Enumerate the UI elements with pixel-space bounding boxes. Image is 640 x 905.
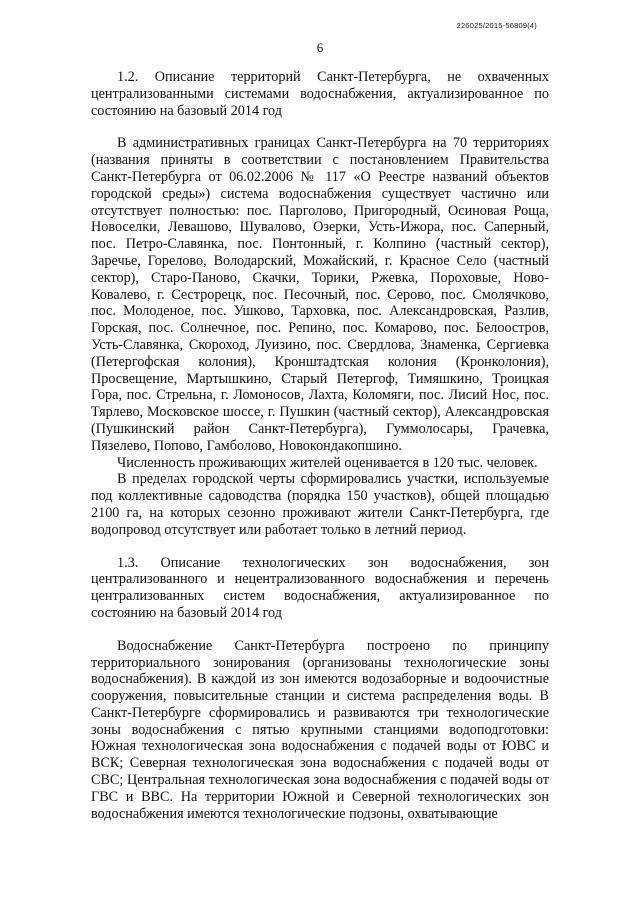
document-id: 226025/2015-56809(4): [456, 21, 537, 30]
paragraph-territories: В административных границах Санкт-Петербурга на 70 территориях (названия приняты в соответствии с постановлением Правительства Санкт-Петербурга от 06.02.2006 № 117 «О Реестре названий объектов городской среды») система водоснабжения существует частично или отсутствует полностью: пос. Парголово, Пригородный, Осиновая Роща, Новоселки, Левашово, Шувалово, Озерки, Усть-Ижора, пос. Саперный, пос. Петро-Славянка, пос. Понтонный, г. Колпино (частный сектор), Заречье, Горелово, Володарский, Можайский, г. Красное Село (частный сектор), Старо-Паново, Скачки, Торики, Ржевка, Пороховые, Ново-Ковалево, г. Сестрорецк, пос. Песочный, пос. Серово, пос. Смолячково, пос. Молоденое, пос. Ушково, Тарховка, пос. Александровская, Разлив, Горская, пос. Солнечное, пос. Репино, пос. Комарово, пос. Белоостров, Усть-Славянка, Скороход, Луизино, пос. Свердлова, Знаменка, Сергиевка (Петергофская колония), Кронштадтская колония (Кронколония), Просвещение, Мартышкино, Старый Петергоф, Тимяшкино, Троицкая Гора, пос. Стрельна, г. Ломоносов, Лахта, Коломяги, пос. Лисий Нос, пос. Тярлево, Московское шоссе, г. Пушкин (частный сектор), Александровская (Пушкинский район Санкт-Петербурга), Гуммолосары, Грачевка, Пязелево, Попово, Гамболово, Новокондакопшино.: [91, 135, 549, 454]
section-1-2-heading: 1.2. Описание территорий Санкт-Петербурга, не охваченных централизованными системами водоснабжения, актуализированное по состоянию на базовый 2014 год: [91, 69, 549, 119]
paragraph-water-supply-zones: Водоснабжение Санкт-Петербурга построено по принципу территориального зонирования (организованы технологические зоны водоснабжения). В каждой из зон имеются водозаборные и водоочистные сооружения, повысительные станции и система распределения воды. В Санкт-Петербурге сформировались и развиваются три технологические зоны водоснабжения с пятью крупными станциями водоподготовки: Южная технологическая зона водоснабжения с подачей воды от ЮВС и ВСК; Северная технологическая зона водоснабжения с подачей воды от СВС; Центральная технологическая зона водоснабжения с подачей воды от ГВС и ВВС. На территории Южной и Северной технологических зон водоснабжения имеются технологические подзоны, охватывающие: [91, 637, 549, 822]
paragraph-population: Численность проживающих жителей оценивается в 120 тыс. человек.: [117, 454, 538, 471]
document-body: [91, 69, 549, 822]
page-number: 6: [316, 40, 324, 55]
paragraph-gardening-plots: В пределах городской черты сформировались участки, используемые под коллективные садоводства (порядка 150 участков), общей площадью 2100 га, на которых сезонно проживают жители Санкт-Петербурга, где водопровод отсутствует или работает только в летний период.: [91, 471, 549, 538]
section-1-3-heading: 1.3. Описание технологических зон водоснабжения, зон централизованного и нецентрализованного водоснабжения и перечень централизованных систем водоснабжения, актуализированное по состоянию на базовый 2014 год: [91, 554, 549, 621]
